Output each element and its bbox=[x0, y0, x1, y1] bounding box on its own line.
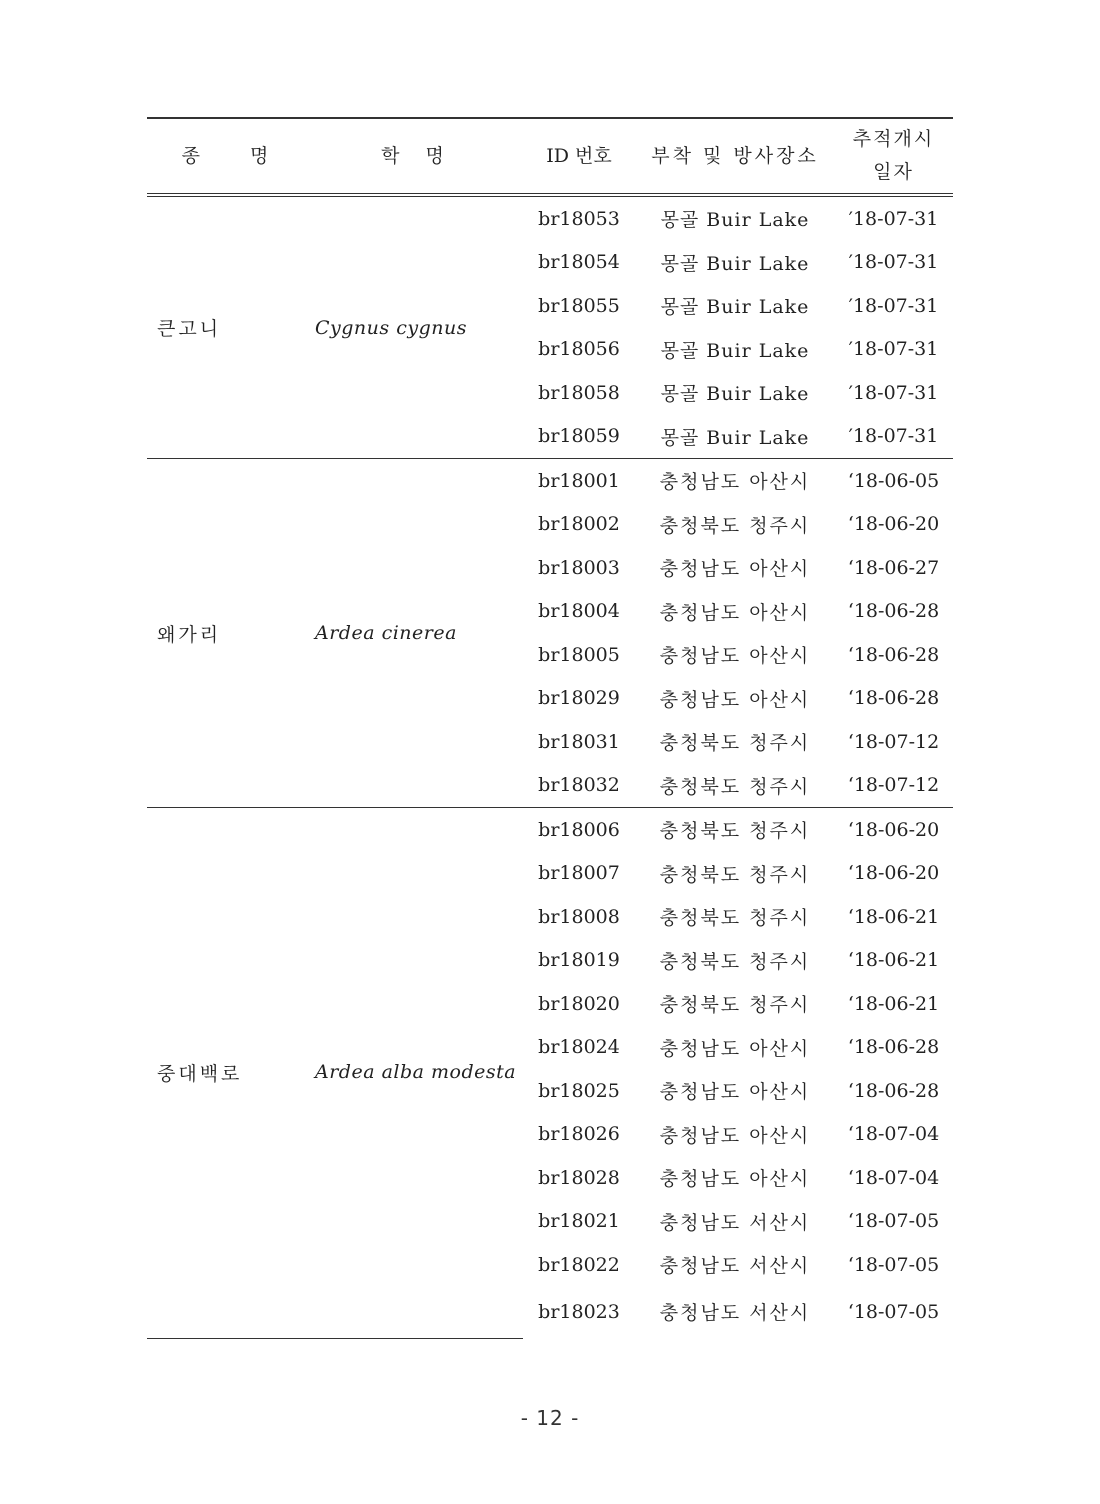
date-cell: ‘18-07-05 bbox=[847, 1210, 940, 1233]
id-number-cell: br18002 bbox=[538, 513, 620, 536]
species-cell: 큰고니 bbox=[147, 195, 303, 459]
id-number-cell: br18001 bbox=[538, 469, 620, 492]
id-number-cell: br18022 bbox=[538, 1253, 620, 1276]
place-cell: 충청남도 아산시 bbox=[659, 688, 811, 711]
id-number-cell: br18025 bbox=[538, 1079, 620, 1102]
place-cell: 충청북도 청주시 bbox=[659, 863, 811, 886]
date-cell: ‘18-06-20 bbox=[847, 862, 940, 885]
id-number-cell: br18004 bbox=[538, 600, 620, 623]
place-cell: 충청남도 서산시 bbox=[659, 1255, 811, 1278]
date-cell: ‘18-06-28 bbox=[847, 687, 940, 710]
id-number-cell: br18006 bbox=[538, 818, 620, 841]
place-cell: 충청남도 아산시 bbox=[659, 601, 811, 624]
place-cell: 충청남도 아산시 bbox=[659, 1037, 811, 1060]
id-number-cell: br18020 bbox=[538, 992, 620, 1015]
header-scientific-name: 학 명 bbox=[303, 118, 522, 195]
place-cell: 충청북도 청주시 bbox=[636, 764, 834, 808]
id-number-cell: br18026 bbox=[538, 1123, 620, 1146]
place-cell: 몽골 Buir Lake bbox=[660, 209, 810, 232]
date-cell: ′18-07-31 bbox=[848, 251, 939, 274]
id-number-cell: br18028 bbox=[538, 1166, 620, 1189]
date-cell: ′18-07-31 bbox=[848, 381, 939, 404]
date-cell: ‘18-06-28 bbox=[847, 643, 940, 666]
place-cell: 충청북도 청주시 bbox=[659, 514, 811, 537]
date-cell: ′18-07-31 bbox=[848, 294, 939, 317]
place-cell: 몽골 Buir Lake bbox=[660, 383, 810, 406]
id-number-cell: br18055 bbox=[538, 294, 620, 317]
id-number-cell: br18019 bbox=[538, 949, 620, 972]
id-number-cell: br18024 bbox=[538, 1036, 620, 1059]
place-cell: 충청북도 청주시 bbox=[659, 950, 811, 973]
table-row bbox=[147, 459, 953, 503]
scientific-name-cell: Cygnus cygnus bbox=[303, 195, 522, 459]
date-cell: ‘18-06-20 bbox=[847, 818, 940, 841]
place-cell: 충청북도 청주시 bbox=[659, 820, 811, 843]
scientific-name-cell: Ardea cinerea bbox=[303, 459, 522, 808]
place-cell: 충청북도 청주시 bbox=[659, 994, 811, 1017]
id-number-cell: br18059 bbox=[522, 415, 636, 459]
id-number-cell: br18021 bbox=[538, 1210, 620, 1233]
header-date-line1: 추적개시 bbox=[852, 128, 935, 150]
place-cell: 몽골 Buir Lake bbox=[660, 252, 810, 275]
place-cell: 몽골 Buir Lake bbox=[636, 415, 834, 459]
date-cell: ‘18-06-28 bbox=[847, 1079, 940, 1102]
date-cell: ‘18-07-12 bbox=[847, 730, 940, 753]
scientific-name-cell: Ardea alba modesta bbox=[315, 1061, 517, 1084]
id-number-cell: br18007 bbox=[538, 862, 620, 885]
id-number-cell: br18003 bbox=[538, 556, 620, 579]
id-number-cell: br18053 bbox=[538, 207, 620, 230]
place-cell: 충청남도 아산시 bbox=[659, 1124, 811, 1147]
place-cell: 충청남도 아산시 bbox=[659, 471, 811, 494]
id-number-cell: br18056 bbox=[538, 338, 620, 361]
date-cell: ‘18-06-20 bbox=[847, 513, 940, 536]
date-cell: ‘18-06-21 bbox=[847, 992, 940, 1015]
date-cell: ′18-07-31 bbox=[834, 415, 953, 459]
date-cell: ′18-07-31 bbox=[848, 207, 939, 230]
id-number-cell: br18032 bbox=[522, 764, 636, 808]
place-cell: 충청남도 서산시 bbox=[659, 1302, 811, 1324]
id-number-cell: br18023 bbox=[538, 1300, 620, 1323]
date-cell: ‘18-07-04 bbox=[847, 1166, 940, 1189]
id-number-cell: br18005 bbox=[538, 643, 620, 666]
date-cell: ‘18-06-21 bbox=[847, 905, 940, 928]
table-body bbox=[147, 195, 953, 1337]
header-date-line2: 일자 bbox=[873, 161, 914, 183]
header-tracking-start-date bbox=[834, 118, 953, 195]
date-cell: ‘18-07-04 bbox=[847, 1123, 940, 1146]
id-number-cell: br18029 bbox=[538, 687, 620, 710]
tracking-table bbox=[147, 117, 953, 1337]
table-row bbox=[147, 808, 953, 852]
date-cell: ‘18-06-28 bbox=[847, 1036, 940, 1059]
header-attach-release-place: 부착 및 방사장소 bbox=[636, 118, 834, 195]
place-cell: 몽골 Buir Lake bbox=[660, 296, 810, 319]
table-row bbox=[147, 195, 953, 241]
date-cell: ‘18-06-05 bbox=[847, 469, 940, 492]
header-species: 종 명 bbox=[147, 118, 303, 195]
species-cell: 왜가리 bbox=[147, 459, 303, 808]
id-number-cell: br18031 bbox=[538, 730, 620, 753]
id-number-cell: br18054 bbox=[538, 251, 620, 274]
id-number-cell: br18008 bbox=[538, 905, 620, 928]
header-row bbox=[147, 118, 953, 195]
place-cell: 충청남도 아산시 bbox=[659, 1168, 811, 1191]
date-cell: ‘18-06-28 bbox=[847, 600, 940, 623]
date-cell: ‘18-07-12 bbox=[834, 764, 953, 808]
species-cell: 중대백로 bbox=[157, 1062, 243, 1085]
place-cell: 충청북도 청주시 bbox=[659, 907, 811, 930]
place-cell: 충청남도 아산시 bbox=[659, 645, 811, 668]
table-bottom-rule bbox=[147, 1338, 523, 1339]
id-number-cell: br18058 bbox=[538, 381, 620, 404]
place-cell: 충청북도 청주시 bbox=[659, 732, 811, 755]
date-cell: ‘18-06-27 bbox=[847, 556, 940, 579]
table-header bbox=[147, 118, 953, 195]
header-id-number: ID 번호 bbox=[522, 118, 636, 195]
place-cell: 충청남도 서산시 bbox=[659, 1211, 811, 1234]
date-cell: ‘18-06-21 bbox=[847, 949, 940, 972]
place-cell: 충청남도 아산시 bbox=[659, 558, 811, 581]
date-cell: ‘18-07-05 bbox=[847, 1300, 940, 1323]
place-cell: 몽골 Buir Lake bbox=[660, 339, 810, 362]
date-cell: ′18-07-31 bbox=[848, 338, 939, 361]
place-cell: 충청남도 아산시 bbox=[659, 1081, 811, 1104]
page-number: - 12 - bbox=[520, 1406, 580, 1430]
date-cell: ‘18-07-05 bbox=[847, 1253, 940, 1276]
